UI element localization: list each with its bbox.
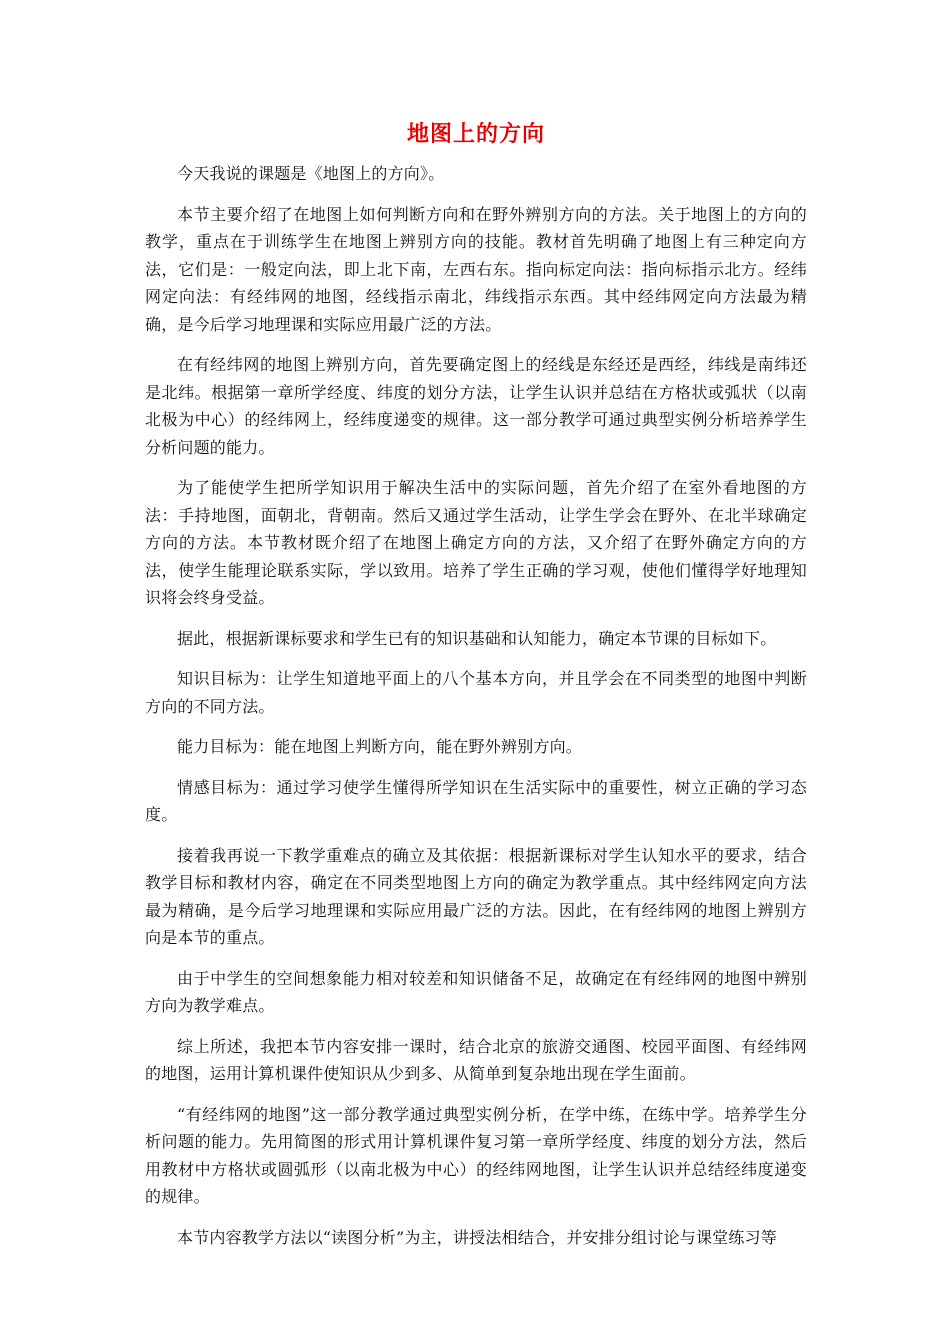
- paragraph-methods: 本节内容教学方法以“读图分析”为主，讲授法相结合，并安排分组讨论与课堂练习等: [177, 1227, 777, 1247]
- paragraph-graticule: 在有经纬网的地图上辨别方向，首先要确定图上的经线是东经还是西经，纬线是南纬还是北纬。根据第一章所学经度、纬度的划分方法，让学生认识并总结在方格状或弧状（以南北极为中心）的经纬网上，经纬度递变的规律。这一部分教学可通过典型实例分析培养学生分析问题的能力。: [145, 355, 807, 457]
- document-page: [145, 118, 807, 1264]
- paragraph-ability-goal: 能力目标为：能在地图上判断方向，能在野外辨别方向。: [177, 737, 583, 756]
- paragraph-intro: 今天我说的课题是《地图上的方向》。: [177, 164, 445, 183]
- paragraph-practice: 为了能使学生把所学知识用于解决生活中的实际问题，首先介绍了在室外看地图的方法：手持地图，面朝北，背朝南。然后又通过学生活动，让学生学会在野外、在北半球确定方向的方法。本节教材既介绍了在地图上确定方向的方法，又介绍了在野外确定方向的方法，使学生能理论联系实际，学以致用。培养了学生正确的学习观，使他们懂得学好地理知识将会终身受益。: [145, 478, 807, 607]
- paragraph-key-points: 接着我再说一下教学重难点的确立及其依据：根据新课标对学生认知水平的要求，结合教学目标和教材内容，确定在不同类型地图上方向的确定为教学重点。其中经纬网定向方法最为精确，是今后学习地理课和实际应用最广泛的方法。因此，在有经纬网的地图上辨别方向是本节的重点。: [145, 845, 807, 947]
- paragraph-graticule-teaching: “有经纬网的地图”这一部分教学通过典型实例分析，在学中练，在练中学。培养学生分析问题的能力。先用简图的形式用计算机课件复习第一章所学经度、纬度的划分方法，然后用教材中方格状或圆弧形（以南北极为中心）的经纬网地图，让学生认识并总结经纬度递变的规律。: [145, 1104, 807, 1206]
- paragraph-knowledge-goal: 知识目标为：让学生知道地平面上的八个基本方向，并且学会在不同类型的地图中判断方向的不同方法。: [145, 669, 807, 716]
- paragraph-goals-intro: 据此，根据新课标要求和学生已有的知识基础和认知能力，确定本节课的目标如下。: [177, 628, 777, 648]
- paragraph-overview: 本节主要介绍了在地图上如何判断方向和在野外辨别方向的方法。关于地图上的方向的教学，重点在于训练学生在地图上辨别方向的技能。教材首先明确了地图上有三种定向方法，它们是：一般定向法，即上北下南，左西右东。指向标定向法：指向标指示北方。经纬网定向法：有经纬网的地图，经线指示南北，纬线指示东西。其中经纬网定向方法最为精确，是今后学习地理课和实际应用最广泛的方法。: [145, 204, 807, 334]
- paragraph-difficulty: 由于中学生的空间想象能力相对较差和知识储备不足，故确定在有经纬网的地图中辨别方向为教学难点。: [145, 968, 807, 1015]
- document-title: 地图上的方向: [406, 121, 545, 147]
- paragraph-emotion-goal: 情感目标为：通过学习使学生懂得所学知识在生活实际中的重要性，树立正确的学习态度。: [145, 777, 807, 824]
- paragraph-summary: 综上所述，我把本节内容安排一课时，结合北京的旅游交通图、校园平面图、有经纬网的地图，运用计算机课件使知识从少到多、从简单到复杂地出现在学生面前。: [145, 1036, 807, 1083]
